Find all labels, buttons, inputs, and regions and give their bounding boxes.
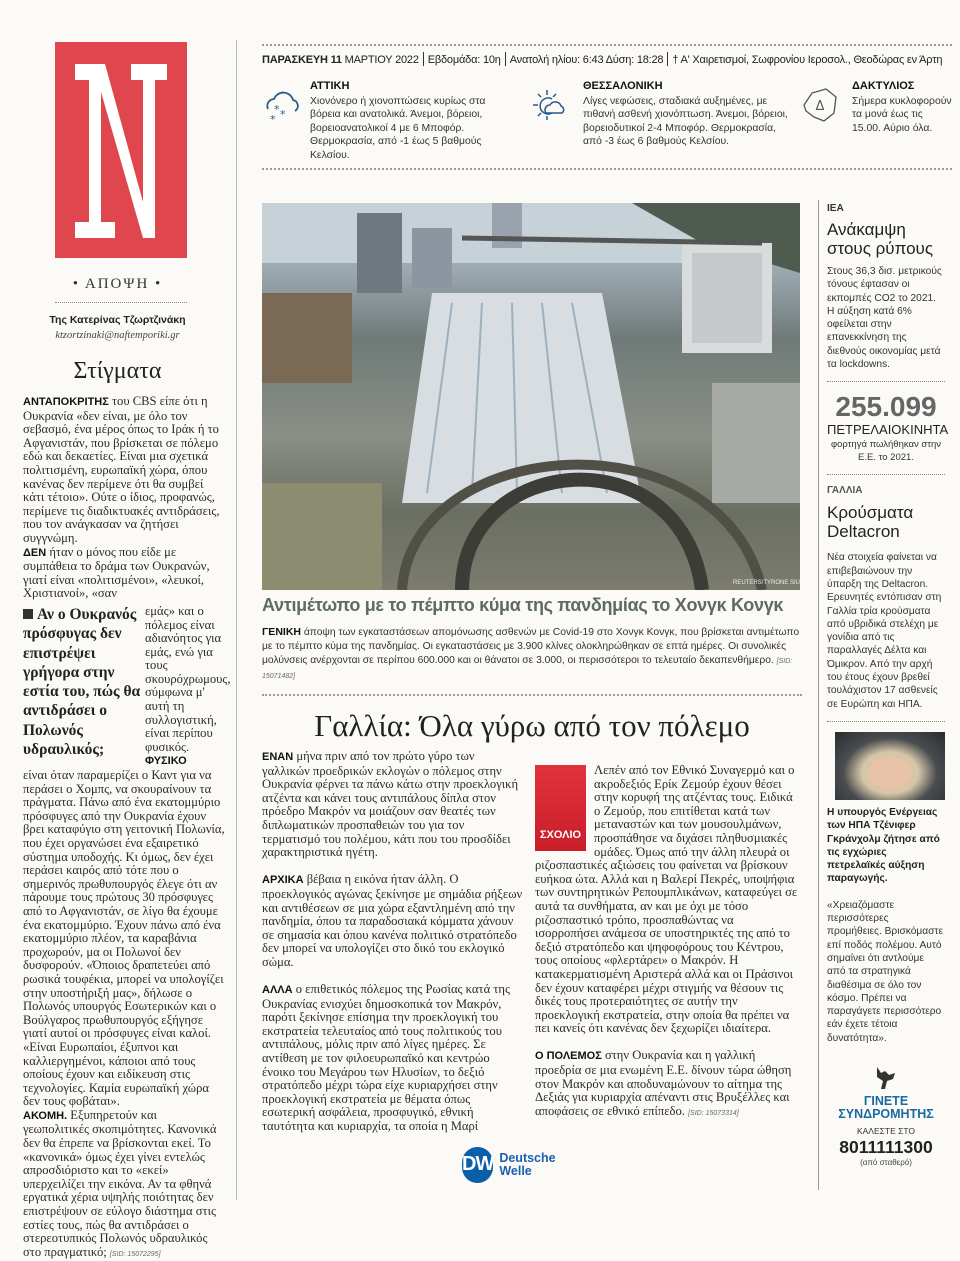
paragraph bbox=[262, 873, 524, 969]
author-byline: Της Κατερίνας Τζωρτζινάκη bbox=[49, 314, 186, 326]
paragraph-text: στην Ουκρανία και η γαλλική προεδρία σε μια ενωμένη Ε.Ε. δίνουν τώρα ώθηση στον Μακρόν και αποδυναμώνουν το αίτημα της Δεξιάς για κυριαρχία απέναντι στις Βρυξέλλες και αποφάσεις σε εθνικό επίπεδο. bbox=[535, 1048, 792, 1118]
lead-word: ΓΕΝΙΚΗ bbox=[262, 626, 301, 638]
dotted-divider bbox=[262, 168, 952, 170]
paragraph-text: είναι όταν παραμερίζει ο Καντ για να περάσει ο Χομπς, να σκουραίνουν τα πράγματα. Πάνω από ένα εκατομμύριο πρόσφυγες από την Ουκρανία έχουν βρει καταφύγιο στη γειτονική Πολωνία, που έχει οργανώσει ένα εξαιρετικό σύστημα υποδοχής. Κι όμως, δεν έχει περάσει καιρός από τότε που ο σημερινός πρωθυπουργός έλεγε ότι αν πάρουμε τους πρώτους 30 πρόσφυγες από το Αφγανιστάν, σε λίγο θα έχουμε ένα εκατομμύριο. Έχουν πάνω από ένα εκατομμύριο πλέον, τα καραβάνια προχωρούν, μα οι Πολωνοί δεν δυσφορούν. «Όποιος δραπετεύει από ρωσικά τουφέκια, μπορεί να υπολογίζει στην υποστήριξή μας», δήλωσε ο Πολωνός υπουργός Εσωτερικών και ο Βούλγαρος πρωθυπουργός εξήγησε γιατί αυτοί οι πρόσφυγες είναι καλοί. «Είναι Ευρωπαίοι, έξυπνοι και καλλιεργημένοι, κάποιοι από τους οποίους έχουν και ειδίκευση στις τεχνολογίες. Καμία ευρωπαϊκή χώρα δεν τους φοβάται». bbox=[23, 768, 225, 1109]
dotted-divider bbox=[827, 381, 945, 382]
photo-caption bbox=[262, 625, 802, 684]
paragraph bbox=[262, 983, 524, 1134]
svg-text:*: * bbox=[274, 103, 280, 116]
sidebar-divider bbox=[818, 200, 819, 1190]
opinion-column bbox=[23, 394, 231, 1261]
newspaper-logo bbox=[55, 42, 187, 258]
big-number: 255.099 bbox=[835, 391, 937, 423]
story-id: [SID: 15072295] bbox=[109, 1250, 161, 1258]
svg-text:Δ: Δ bbox=[815, 99, 825, 114]
column-divider bbox=[236, 40, 237, 1200]
weather-region: ΔΑΚΤΥΛΙΟΣ bbox=[852, 80, 915, 92]
dateline bbox=[262, 52, 952, 66]
traffic-ring bbox=[852, 80, 952, 135]
lead-word: ΦΥΣΙΚΟ bbox=[145, 755, 187, 768]
author-email[interactable]: ktzortzinaki@naftemporiki.gr bbox=[55, 330, 180, 341]
paragraph-text: Εξυπηρετούν και γεωπολιτικές σκοπιμότητες. Κανονικά δεν θα έπρεπε να βρίσκονται εκεί. Το «κανονικά» όμως έχει γίνει εντελώς απροσδιόριστο και το «εκεί» υπερχειλίζει την εικόνα. Αν τα φθηνά εργατικά χέρια υψηλής ποιότητας δεν επιστρέψουν σε εύλογο διάστημα στις εστίες τους, πώς θα αντιδράσει ο στερεοτυπικός Πολωνός υδραυλικός στο πραγματικό; bbox=[23, 1107, 217, 1259]
svg-text:*: * bbox=[270, 113, 276, 125]
snow-cloud-icon bbox=[262, 85, 302, 125]
sidebar-headline: Ανάκαμψη στους ρύπους bbox=[827, 220, 934, 258]
paragraph-text: βέβαια η εικόνα ήταν άλλη. Ο προεκλογικός αγώνας ξεκίνησε με σημάδια ρήξεων και αντιθέσεων σε μια χώρα εξαντλημένη από την πανδημία, όπου τα παραδοσιακά κόμματα χάνουν σε σημασία και όπου κανένα πολιτικό στρατόπεδο δεν μπορεί να υπολογίζει στο δικό του εκλογικό σώμα. bbox=[262, 872, 523, 969]
subscribe-box[interactable] bbox=[827, 1063, 945, 1167]
source-logo bbox=[462, 1147, 556, 1183]
sun-cloud-icon bbox=[530, 85, 570, 125]
sidebar-item-france bbox=[827, 485, 945, 711]
date-month-year: ΜΑΡΤΙΟΥ 2022 bbox=[341, 54, 419, 66]
dotted-divider bbox=[262, 44, 952, 46]
athens-ring-map-icon bbox=[800, 85, 840, 125]
big-number-label: ΠΕΤΡΕΛΑΙΟΚΙΝΗΤΑ bbox=[827, 422, 949, 438]
date-day: ΠΑΡΑΣΚΕΥΗ 11 bbox=[262, 54, 342, 66]
article-column-1 bbox=[262, 749, 556, 1183]
week-number: Εβδομάδα: 10η bbox=[427, 54, 501, 66]
lead-word: ΑΡΧΙΚΑ bbox=[262, 874, 304, 887]
weather-text: Σήμερα κυκλοφορούν τα μονά έως τις 15.00. Αύριο όλα. bbox=[852, 95, 952, 134]
paragraph-text: μήνα πριν από τον πρώτο γύρο των γαλλικών προεδρικών εκλογών ο πόλεμος στην Ουκρανία φέρνει τα πάνω κάτω στην προεκλογική ατζέντα και κάνει τους αντιπάλους δίπλα στον πρόεδρο Μακρόν να μοιάζουν σαν θεατές των διπλωματικών προσπαθειών του για τον τερματισμό του πολέμου, κάτι που του προσδίδει χαρακτηριστικά ηγέτη. bbox=[262, 749, 519, 860]
paragraph-text: ήταν ο μόνος που είδε με συμπάθεια το δράμα των Ουκρανών, γιατί είναι «πολιτισμένοι», «λευκοί, Χριστιανοί», «σαν bbox=[23, 544, 210, 601]
weather-thessaloniki bbox=[583, 80, 788, 149]
pull-quote-row bbox=[23, 603, 231, 769]
dotted-divider bbox=[827, 474, 945, 475]
portrait-photo bbox=[835, 732, 945, 800]
column-text-bottom bbox=[23, 769, 225, 1261]
pull-quote-text: Αν ο Ουκρανός πρόσφυγας δεν επιστρέψει γρήγορα στην εστία του, πώς θα αντιδράσει ο Πολωνός υδραυλικός; bbox=[23, 605, 141, 758]
photo-credit: REUTERS/TYRONE SIU bbox=[732, 580, 800, 586]
lead-word: Ο ΠΟΛΕΜΟΣ bbox=[535, 1050, 602, 1063]
big-number-sub: φορτηγά πωλήθηκαν στην Ε.Ε. το 2021. bbox=[830, 439, 942, 464]
article-headline: Γαλλία: Όλα γύρω από τον πόλεμο bbox=[314, 708, 750, 743]
story-id: [SID: 15073314] bbox=[688, 1109, 739, 1117]
lead-word: ΑΚΟΜΗ. bbox=[23, 1109, 68, 1122]
logo-n-glyph bbox=[71, 52, 171, 248]
sidebar-item-iea bbox=[827, 203, 945, 371]
paragraph-text: εμάς» και ο πόλεμος είναι αδιανόητος για εμάς, ενώ για τους σκουρόχρωμους, σύμφωνα μ' αυτή τη συλλογιστική, είναι περίπου φυσικός. bbox=[145, 603, 231, 754]
divider bbox=[55, 302, 187, 303]
story-id: [SID: 15071482] bbox=[262, 658, 793, 680]
weather-text: Χιονόνερο ή χιονοπτώσεις κυρίως στα βόρεια και ανατολικά. Άνεμοι, βόρειοι, βορειοανατολικοί 4 με 6 Μποφόρ. Θερμοκρασία, από -1 έως 5 βαθμούς Κελσίου. bbox=[310, 95, 486, 161]
dotted-divider bbox=[827, 721, 945, 722]
commentary-label: ΣΧΟΛΙΟ bbox=[535, 765, 586, 851]
saints-day: † Α' Χαιρετισμοί, Σωφρονίου Ιεροσολ., Θεοδώρας εν Άρτη bbox=[672, 54, 943, 66]
hermes-statue-icon bbox=[871, 1063, 901, 1093]
lead-word: ΑΛΛΑ bbox=[262, 984, 293, 997]
column-text-top bbox=[23, 395, 225, 601]
weather-text: Λίγες νεφώσεις, σταδιακά αυξημένες, με πιθανή ασθενή χιονόπτωση. Άνεμοι, βόρειοι, βορειοδυτικοί 2-4 Μποφόρ. Θερμοκρασία, από -3 έως 6 βαθμούς Κελσίου. bbox=[583, 95, 788, 147]
sidebar-text: Στους 36,3 δισ. μετρικούς τόνους έφτασαν οι εκπομπές CO2 το 2021. Η αύξηση κατά 6% οφείλεται στην επανεκκίνηση της διεθνούς οικονομίας μετά τα lockdowns. bbox=[827, 266, 942, 371]
paragraph bbox=[262, 750, 524, 860]
photo-headline: Αντιμέτωπο με το πέμπτο κύμα της πανδημίας το Χονγκ Κονγκ bbox=[262, 595, 784, 615]
photo-text-block bbox=[262, 594, 802, 696]
sun-times: Ανατολή ηλίου: 6:43 Δύση: 18:28 bbox=[509, 54, 664, 66]
column-title: Στίγματα bbox=[73, 358, 162, 384]
sidebar-item-quote bbox=[827, 806, 945, 1045]
lead-word: ΕΝΑΝ bbox=[262, 751, 294, 763]
paragraph-text: Λεπέν από τον Εθνικό Συναγερμό και ο ακροδεξιός Ερίκ Ζεμούρ έχουν θέσει στην κορυφή της ατζέντας τους. Ειδικά ο Ζεμούρ, που επιτίθεται κατά των μεταναστών και των μουσουλμάνων, προσπάθησε να διχάσει πληθυσμιακές ομάδες. Όμως από την άλλη πλευρά οι ριζοσπαστικές αξιώσεις του φαίνεται να βρίσκουν ευήκοα ώτα. Αλλά και η Βαλερί Πεκρές, υποψήφια των συντηρητικών Ρεπουμπλικάνων, καταφεύγει σε αυτά τα συνθήματα, αν και με όχι με τόσο ριζοσπαστικό τρόπο, προσπαθώντας να ισορροπήσει ανάμεσα σε υποστηρικτές της από το δεξιό στρατόπεδο και ψηφοφόρους του Κέντρου, τους οποίους «φλερτάρει» ο Μακρόν. Η κατακερματισμένη Αριστερά αλλά και οι Πράσινοι δεν έχουν καταφέρει μέχρι στιγμής να θέσουν τις δικές τους προτεραιότητες σε αυτήν την προεκλογική εκστρατεία, στην οποία θα πρέπει να πει κανείς ότι κανένας δεν ξεχωρίζει ιδιαίτερα. bbox=[535, 763, 798, 1036]
weather-region: ΘΕΣΣΑΛΟΝΙΚΗ bbox=[583, 80, 663, 92]
lead-word: ΔΕΝ bbox=[23, 546, 47, 559]
quote-text: «Χρειαζόμαστε περισσότερες προμήθειες. Βρισκόμαστε επί ποδός πολέμου. Αυτό σημαίνει ότι αντλούμε από τα στρατηγικά διαθέσιμα σε όλο τον κόσμο. Πρέπει να παραγάγετε περισσότερο εάν έχετε τέτοια δυνατότητα». bbox=[827, 899, 943, 1044]
hong-kong-isolation-facility-photo bbox=[262, 203, 800, 590]
sidebar bbox=[827, 203, 949, 1167]
paragraph bbox=[535, 1049, 800, 1120]
section-label: • ΑΠΟΨΗ • bbox=[72, 276, 163, 292]
source-name: Deutsche Welle bbox=[499, 1151, 556, 1179]
weather-region: ΑΤΤΙΚΗ bbox=[310, 80, 350, 92]
portrait-caption: Η υπουργός Ενέργειας των ΗΠΑ Τζένιφερ Γκράνχολμ ζήτησε από τις εγχώριες πετρελαϊκές αύξηση παραγωγής. bbox=[827, 806, 940, 885]
subscribe-phone[interactable]: 8011111300 bbox=[839, 1136, 933, 1157]
dotted-divider bbox=[262, 694, 802, 696]
column-text-narrow bbox=[145, 603, 231, 769]
lead-word: ΑΝΤΑΠΟΚΡΙΤΗΣ bbox=[23, 396, 109, 408]
subscribe-title: ΓΙΝΕΤΕ ΣΥΝΔΡΟΜΗΤΗΣ bbox=[838, 1093, 934, 1121]
article-column-2 bbox=[535, 764, 800, 1134]
square-bullet-icon bbox=[23, 609, 33, 619]
kicker: ΓΑΛΛΙΑ bbox=[827, 485, 863, 497]
sidebar-headline: Κρούσματα Deltacron bbox=[827, 503, 914, 542]
paragraph-text: του CBS είπε ότι η Ουκρανία «δεν είναι, με όλο τον σεβασμό, ένα μέρος όπως το Ιράκ ή το Αφγανιστάν, που βρίσκεται σε πόλεμο εδώ και δεκαετίες. Είναι μια σχετικά πολιτισμένη, ευρωπαϊκή χώρα, όπου κανένας δεν περίμενε ότι θα συμβεί κάτι τέτοιο». Ούτε ο ίδιος, προφανώς, περίμενε τις διαδικτυακές αντιδράσεις, που τον ανάγκασαν να ζητήσει συγγνώμη. bbox=[23, 394, 220, 545]
caption-text: άποψη των εγκαταστάσεων απομόνωσης ασθενών με Covid-19 στο Χονγκ Κονγκ, που βρίσκεται αντιμέτωπο με το πέμπτο κύμα της πανδημίας. Οι εγκαταστάσεις με 3.900 κλίνες ολοκληρώθηκαν σε επτά ημέρες. Οι συνολικές μολύνσεις ανέρχονται σε περίπου 600.000 και οι θάνατοι σε 3.000, οι περισσότεροι το τελευταίο δεκαπενθήμερο. bbox=[262, 627, 800, 666]
sidebar-text: Νέα στοιχεία φαίνεται να επιβεβαιώνουν την ύπαρξη της Deltacron. Ερευνητές εντόπισαν στη Γαλλία τρία κρούσματα από υβριδικά στελέχη με γονίδια από τις παραλλαγές Δέλτα και Όμικρον. Από την αρχή του έτους έχουν βρεθεί τουλάχιστον 17 ασθενείς σε Ευρώπη και ΗΠΑ. bbox=[827, 552, 942, 710]
pull-quote bbox=[23, 605, 141, 769]
subscribe-call: ΚΑΛΕΣΤΕ ΣΤΟ bbox=[856, 1125, 916, 1136]
subscribe-note: (από σταθερό) bbox=[860, 1157, 912, 1167]
paragraph-text: ο επιθετικός πόλεμος της Ρωσίας κατά της Ουκρανίας ενισχύει δημοσκοπικά τον Μακρόν, παρότι ξεκίνησε επίσημα την προεκλογική του εκστρατεία τελευταίος από τους πολιτικούς του αντιπάλους, μόλις πριν από λίγες ημέρες. Σε αντίθεση με τον φιλοευρωπαϊκό και κεντρώο ένοικο του Μεγάρου των Ηλυσίων, το δεξιό στρατόπεδο μέχρι τώρα είχε κυριαρχήσει στην προεκλογική εκστρατεία με θέματα όπως εσωτερική ασφάλεια, προσφυγικό, εθνική ταυτότητα και κυριαρχία, τα οποία η Μαρί bbox=[262, 982, 510, 1134]
weather-attica bbox=[310, 80, 510, 162]
dw-logo: DW bbox=[462, 1147, 493, 1183]
svg-text:*: * bbox=[280, 108, 286, 121]
kicker: IEA bbox=[827, 203, 844, 214]
